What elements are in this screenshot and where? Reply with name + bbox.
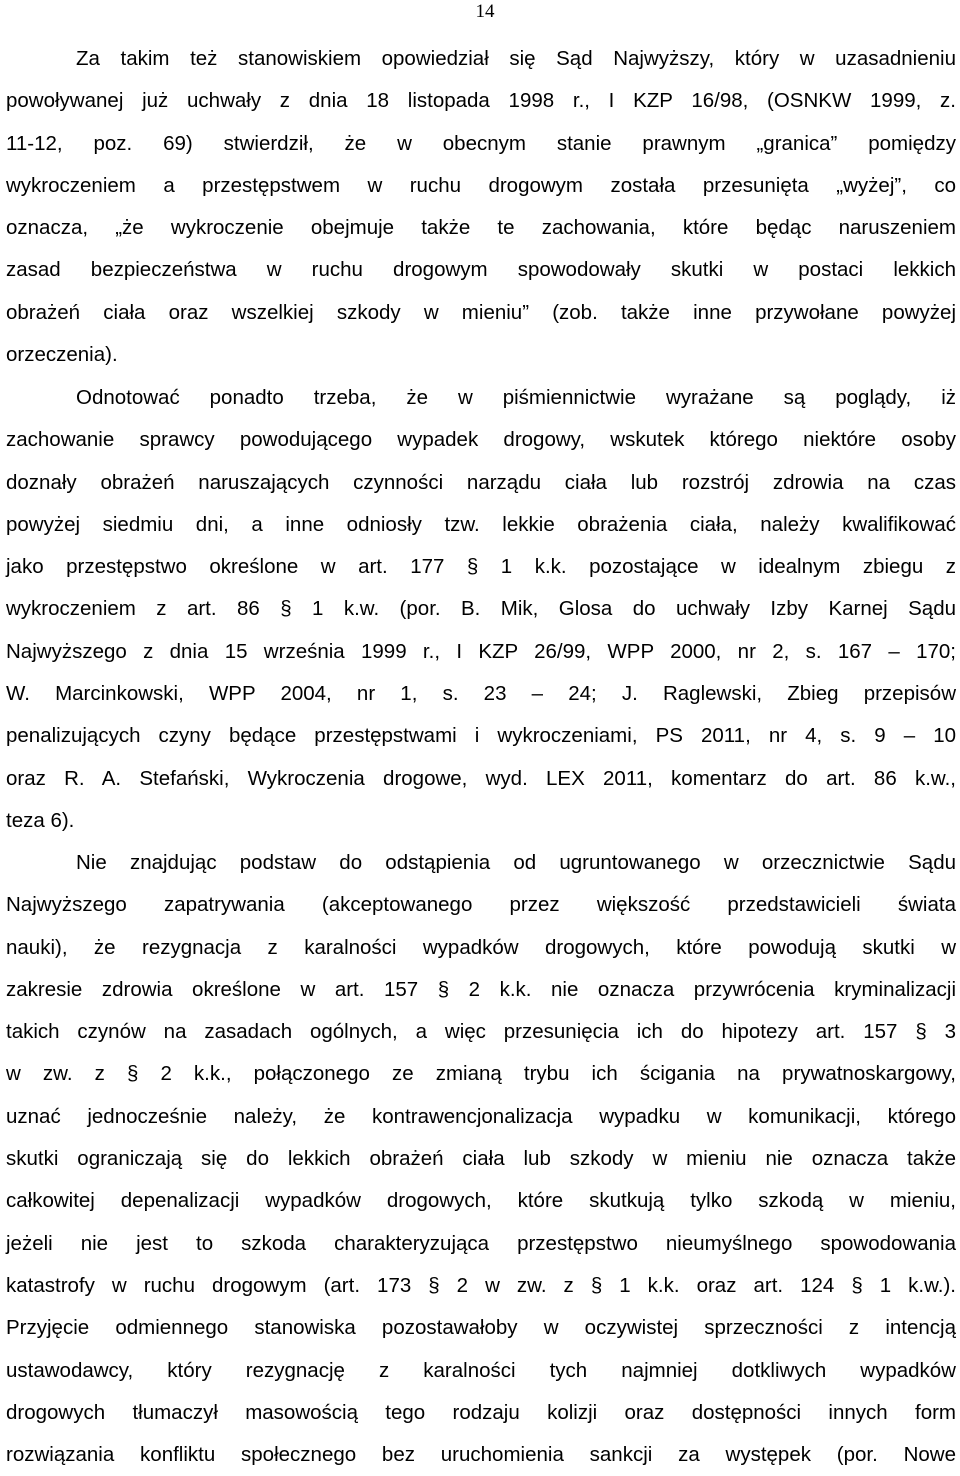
text-line: Odnotować ponadto trzeba, że w piśmiennictwie wyrażane są poglądy, iż: [76, 386, 956, 409]
text-line: powoływanej już uchwały z dnia 18 listopada 1998 r., I KZP 16/98, (OSNKW 1999, z.: [6, 89, 956, 113]
text-line: nauki), że rezygnacja z karalności wypadków drogowych, które powodują skutki w: [6, 935, 956, 959]
text-line: obrażeń ciała oraz wszelkiej szkody w mieniu” (zob. także inne przywołane powyżej: [6, 300, 956, 324]
text-line: Nie znajdując podstaw do odstąpienia od ugruntowanego w orzecznictwie Sądu: [76, 851, 956, 874]
text-line: penalizujących czyny będące przestępstwami i wykroczeniami, PS 2011, nr 4, s. 9 – 10: [6, 724, 956, 748]
text-line: w zw. z § 2 k.k., połączonego ze zmianą trybu ich ścigania na prywatnoskargowy,: [6, 1062, 956, 1086]
text-line: skutki ograniczają się do lekkich obrażeń ciała lub szkody w mieniu nie oznacza także: [6, 1147, 956, 1171]
text-line: Najwyższego zapatrywania (akceptowanego przez większość przedstawicieli świata: [6, 893, 956, 917]
text-line: doznały obrażeń naruszających czynności narządu ciała lub rozstrój zdrowia na czas: [6, 470, 956, 494]
text-line: oznacza, „że wykroczenie obejmuje także te zachowania, które będąc naruszeniem: [6, 216, 956, 240]
text-line: uznać jednocześnie należy, że kontrawencjonalizacja wypadku w komunikacji, którego: [6, 1104, 956, 1128]
text-line: oraz R. A. Stefański, Wykroczenia drogowe, wyd. LEX 2011, komentarz do art. 86 k.w.,: [6, 766, 956, 790]
text-line: wykroczeniem z art. 86 § 1 k.w. (por. B. Mik, Glosa do uchwały Izby Karnej Sądu: [6, 597, 956, 621]
text-line: zachowanie sprawcy powodującego wypadek drogowy, wskutek którego niektóre osoby: [6, 428, 956, 452]
text-line: jako przestępstwo określone w art. 177 § 1 k.k. pozostające w idealnym zbiegu z: [6, 555, 956, 579]
text-line: 11-12, poz. 69) stwierdził, że w obecnym stanie prawnym „granica” pomiędzy: [6, 131, 956, 155]
text-line: orzeczenia).: [6, 343, 118, 367]
text-line: Przyjęcie odmiennego stanowiska pozostawałoby w oczywistej sprzeczności z intencją: [6, 1316, 956, 1340]
paragraph-2: [6, 377, 956, 842]
page-number: 14: [475, 1, 495, 22]
paragraph-3: [6, 842, 956, 1476]
text-line: teza 6).: [6, 808, 75, 832]
paragraph-1: [6, 38, 956, 376]
text-line: W. Marcinkowski, WPP 2004, nr 1, s. 23 – 24; J. Raglewski, Zbieg przepisów: [6, 682, 956, 706]
text-line: Za takim też stanowiskiem opowiedział się Sąd Najwyższy, który w uzasadnieniu: [76, 47, 956, 70]
text-line: całkowitej depenalizacji wypadków drogowych, które skutkują tylko szkodą w mieniu,: [6, 1189, 956, 1213]
text-line: Najwyższego z dnia 15 września 1999 r., I KZP 26/99, WPP 2000, nr 2, s. 167 – 170;: [6, 639, 956, 663]
text-line: ustawodawcy, który rezygnację z karalności tych najmniej dotkliwych wypadków: [6, 1358, 956, 1382]
text-line: rozwiązania konfliktu społecznego bez uruchomienia sankcji za występek (por. Nowe: [6, 1443, 956, 1467]
text-line: powyżej siedmiu dni, a inne odniosły tzw. lekkie obrażenia ciała, należy kwalifikować: [6, 512, 956, 536]
text-line: wykroczeniem a przestępstwem w ruchu drogowym została przesunięta „wyżej”, co: [6, 173, 956, 197]
text-line: katastrofy w ruchu drogowym (art. 173 § 2 w zw. z § 1 k.k. oraz art. 124 § 1 k.w.).: [6, 1273, 956, 1297]
text-line: drogowych tłumaczył masowością tego rodzaju kolizji oraz dostępności innych form: [6, 1400, 956, 1424]
text-line: takich czynów na zasadach ogólnych, a więc przesunięcia ich do hipotezy art. 157 § 3: [6, 1020, 956, 1044]
text-line: jeżeli nie jest to szkoda charakteryzująca przestępstwo nieumyślnego spowodowania: [6, 1231, 956, 1255]
text-line: zakresie zdrowia określone w art. 157 § 2 k.k. nie oznacza przywrócenia kryminalizacji: [6, 977, 956, 1001]
text-line: zasad bezpieczeństwa w ruchu drogowym spowodowały skutki w postaci lekkich: [6, 258, 956, 282]
